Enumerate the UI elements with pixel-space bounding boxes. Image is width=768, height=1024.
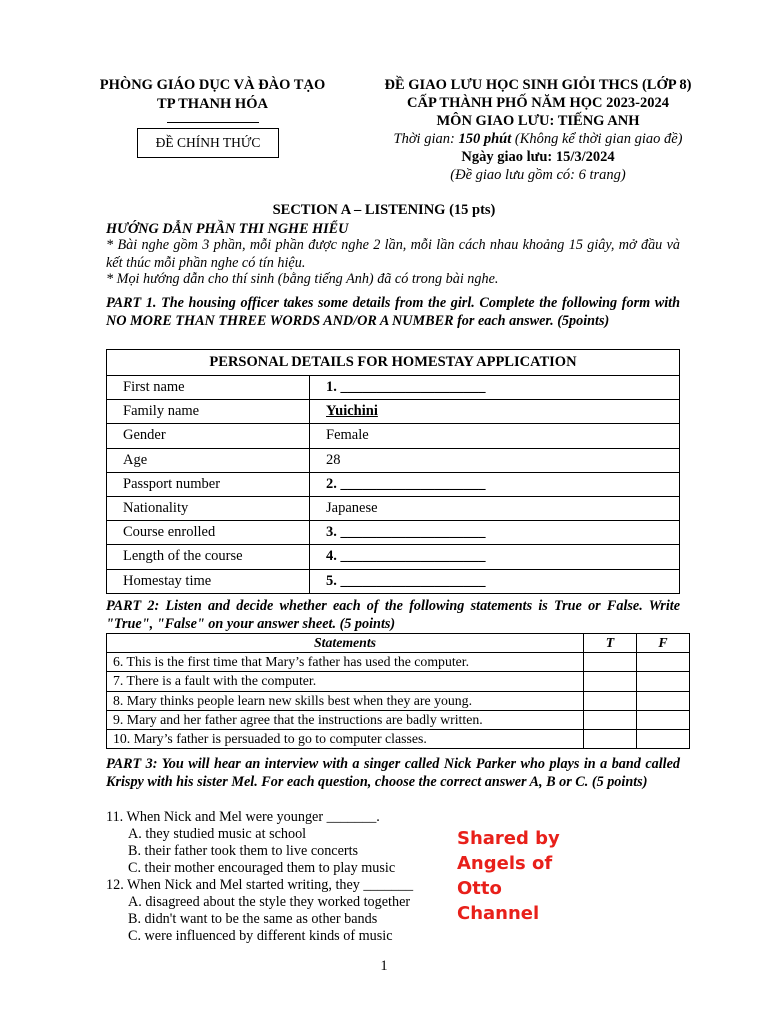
table-row: 10. Mary’s father is persuaded to go to computer classes. bbox=[107, 729, 690, 748]
city-name: TP THANH HÓA bbox=[157, 96, 268, 112]
homestay-form-table bbox=[106, 349, 680, 594]
question-12: 12. When Nick and Mel started writing, they _______ bbox=[106, 877, 414, 893]
question-11: 11. When Nick and Mel were younger _______. bbox=[106, 809, 380, 825]
form-row: Gender Female bbox=[107, 424, 680, 448]
exam-date: Ngày giao lưu: 15/3/2024 bbox=[461, 149, 615, 165]
exam-time: Thời gian: 150 phút (Không kể thời gian giao đề) bbox=[393, 131, 683, 147]
question-12-option-b: B. didn't want to be the same as other bands bbox=[128, 911, 378, 927]
table-row: 6. This is the first time that Mary’s father has used the computer. bbox=[107, 653, 690, 672]
question-11-option-b: B. their father took them to live concerts bbox=[128, 843, 359, 859]
part1-instruction: PART 1. The housing officer takes some details from the girl. Complete the following form with NO MORE THAN THREE WORDS AND/OR A NUMBER for each answer. (5points) bbox=[106, 295, 680, 329]
table-row: 7. There is a fault with the computer. bbox=[107, 672, 690, 691]
official-exam-label: ĐỀ CHÍNH THỨC bbox=[137, 128, 279, 158]
exam-subject: MÔN GIAO LƯU: TIẾNG ANH bbox=[436, 113, 640, 129]
page-number: 1 bbox=[380, 958, 388, 974]
question-12-option-a: A. disagreed about the style they worked together bbox=[128, 894, 411, 910]
table-row: 8. Mary thinks people learn new skills best when they are young. bbox=[107, 691, 690, 710]
question-11-option-a: A. they studied music at school bbox=[128, 826, 307, 842]
true-header: T bbox=[584, 634, 637, 653]
department-name: PHÒNG GIÁO DỤC VÀ ĐÀO TẠO bbox=[99, 77, 326, 93]
form-row: Homestay time 5. ____________________ bbox=[107, 569, 680, 593]
answer-blank-4: 4. ____________________ bbox=[310, 545, 680, 569]
guide-note-2: * Mọi hướng dẫn cho thí sinh (bằng tiếng Anh) đã có trong bài nghe. bbox=[106, 271, 499, 287]
pages-note: (Đề giao lưu gồm có: 6 trang) bbox=[450, 167, 626, 183]
form-row: First name 1. ____________________ bbox=[107, 376, 680, 400]
form-row: Course enrolled 3. ____________________ bbox=[107, 521, 680, 545]
answer-blank-3: 3. ____________________ bbox=[310, 521, 680, 545]
form-title: PERSONAL DETAILS FOR HOMESTAY APPLICATION bbox=[107, 350, 680, 376]
part3-instruction: PART 3: You will hear an interview with a singer called Nick Parker who plays in a band called Krispy with his sister Mel. For each question, choose the correct answer A, B or C. (5 points) bbox=[106, 756, 680, 790]
form-row: Family name Yuichini bbox=[107, 400, 680, 424]
false-header: F bbox=[637, 634, 690, 653]
form-row: Length of the course 4. ____________________ bbox=[107, 545, 680, 569]
department-header bbox=[70, 76, 355, 123]
exam-level: CẤP THÀNH PHỐ NĂM HỌC 2023-2024 bbox=[407, 95, 669, 111]
section-title: SECTION A – LISTENING (15 pts) bbox=[272, 202, 496, 218]
table-row: 9. Mary and her father agree that the instructions are badly written. bbox=[107, 710, 690, 729]
guide-note-1: * Bài nghe gồm 3 phần, mỗi phần được nghe 2 lần, mỗi lần cách nhau khoảng 15 giây, mở đầu và kết thúc mỗi phần nghe có tín hiệu. bbox=[106, 237, 680, 271]
answer-blank-1: 1. ____________________ bbox=[310, 376, 680, 400]
exam-title: ĐỀ GIAO LƯU HỌC SINH GIỎI THCS (LỚP 8) bbox=[384, 77, 692, 93]
question-12-option-c: C. were influenced by different kinds of music bbox=[128, 928, 393, 944]
form-row: Passport number 2. ____________________ bbox=[107, 472, 680, 496]
answer-blank-2: 2. ____________________ bbox=[310, 472, 680, 496]
answer-blank-5: 5. ____________________ bbox=[310, 569, 680, 593]
form-row: Age 28 bbox=[107, 448, 680, 472]
form-row: Nationality Japanese bbox=[107, 496, 680, 520]
watermark-text: Shared by Angels of Otto Channel bbox=[457, 828, 560, 924]
exam-header bbox=[358, 76, 718, 184]
header-divider bbox=[167, 122, 259, 123]
statements-header: Statements bbox=[107, 634, 584, 653]
true-false-table bbox=[106, 633, 690, 749]
part2-instruction: PART 2: Listen and decide whether each of the following statements is True or False. Write "True", "False" on your answer sheet. (5 points) bbox=[106, 598, 680, 632]
question-11-option-c: C. their mother encouraged them to play music bbox=[128, 860, 396, 876]
guide-heading: HƯỚNG DẪN PHẦN THI NGHE HIỂU bbox=[106, 221, 349, 237]
